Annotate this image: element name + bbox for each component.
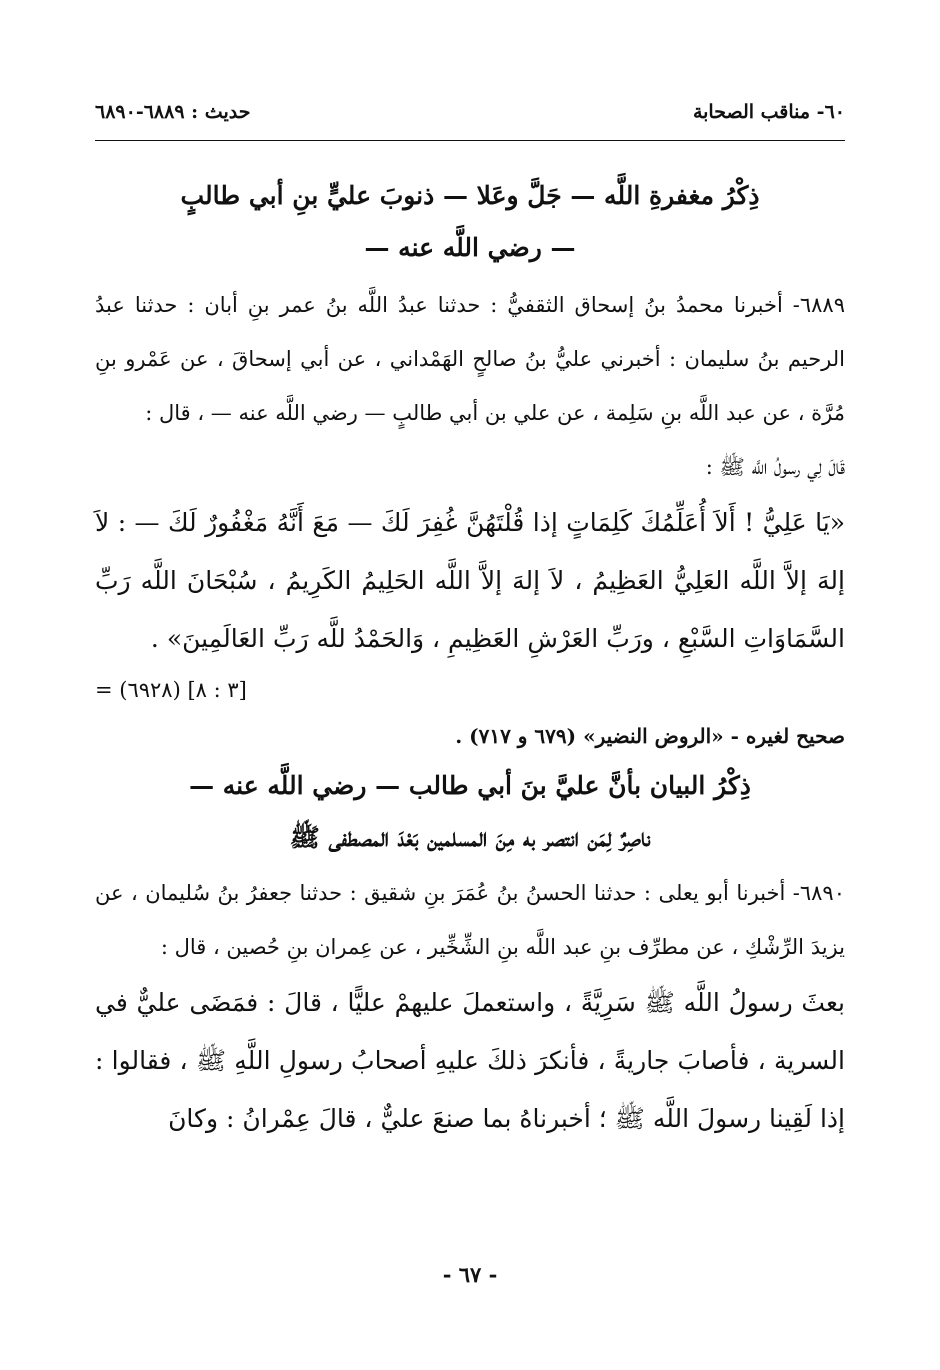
section-title-2-line1: ذِكْرُ البيان بأنَّ عليَّ بنَ أبي طالب — رضي اللَّه عنه — <box>189 771 751 800</box>
chapter-title: ٦٠- مناقب الصحابة <box>692 101 845 123</box>
section-title-1 <box>95 170 845 274</box>
page-number: - ٦٧ - <box>442 1262 498 1287</box>
section-title-1-line1: ذِكْرُ مغفرةِ اللَّه — جَلَّ وعَلا — ذنوبَ عليٍّ بنِ أبي طالبٍ <box>180 181 760 210</box>
section-title-2-line2: ناصِرٌ لِمَن انتصر به مِنَ المسلمين بَعْدَ المصطفى ﷺ <box>289 823 651 852</box>
header-divider <box>95 140 845 141</box>
hadith-range: حديث : ٦٨٨٩-٦٨٩٠ <box>95 101 251 123</box>
section-title-1-line2: — رضي اللَّه عنه — <box>364 233 576 262</box>
hadith-6890-isnad: ٦٨٩٠- أخبرنا أبو يعلى : حدثنا الحسنُ بنُ عُمَرَ بنِ شقيق : حدثنا جعفرُ بنُ سُليمان ، عن يزيدَ الرِّشْكِ ، عن مطرِّف بنِ عبد اللَّه بنِ الشِّخِّير ، عن عِمران بنِ حُصين ، قال : <box>95 881 845 959</box>
section-title-2 <box>95 760 845 864</box>
hadith-6889-intro: قَالَ لِي رسولُ اللَّه ﷺ : <box>705 455 845 479</box>
running-header <box>95 92 845 132</box>
hadith-6889-grade: صحيح لغيره - «الروض النضير» (٦٧٩ و ٧١٧) . <box>455 724 845 748</box>
hadith-6889-matn: «يَا عَلِيُّ ! أَلاَ أُعَلِّمُكَ كَلِمَاتٍ إذا قُلْتَهُنَّ غُفِرَ لَكَ — مَعَ أَنَّهُ مَغْفُورٌ لَكَ — : لاَ إلهَ إلاَّ اللَّه العَلِيُّ العَظِيمُ ، لاَ إلهَ إلاَّ اللَّه الحَلِيمُ الكَرِيمُ ، سُبْحَانَ اللَّه رَبِّ السَّمَاوَاتِ السَّبْعِ ، ورَبِّ العَرْشِ العَظِيمِ ، وَالحَمْدُ للَّه رَبِّ العَالَمِينَ» . <box>95 508 845 653</box>
page-body <box>95 170 845 1148</box>
hadith-6889-isnad: ٦٨٨٩- أخبرنا محمدُ بنُ إسحاق الثقفيُّ : حدثنا عبدُ اللَّه بنُ عمر بنِ أبان : حدثنا عبدُ الرحيم بنُ سليمان : أخبرني عليُّ بنُ صالحٍ الهَمْداني ، عن أبي إسحاقَ ، عن عَمْرو بنِ مُرَّة ، عن عبد اللَّه بنِ سَلِمة ، عن علي بن أبي طالبٍ — رضي اللَّه عنه — ، قال : <box>95 293 845 425</box>
hadith-6889-refs: = (٦٩٢٨) [٣ : ٨] <box>95 678 247 702</box>
hadith-6890-matn: بعثَ رسولُ اللَّه ﷺ سَرِيَّةً ، واستعملَ عليهمْ عليًّا ، قالَ : فمَضَى عليٌّ في السرية ، فأصابَ جاريةً ، فأنكرَ ذلكَ عليهِ أصحابُ رسولِ اللَّهِ ﷺ ، فقالوا : إذا لَقِينا رسولَ اللَّه ﷺ ؛ أخبرناهُ بما صنعَ عليٌّ ، قالَ عِمْرانُ : وكانَ <box>95 988 845 1133</box>
